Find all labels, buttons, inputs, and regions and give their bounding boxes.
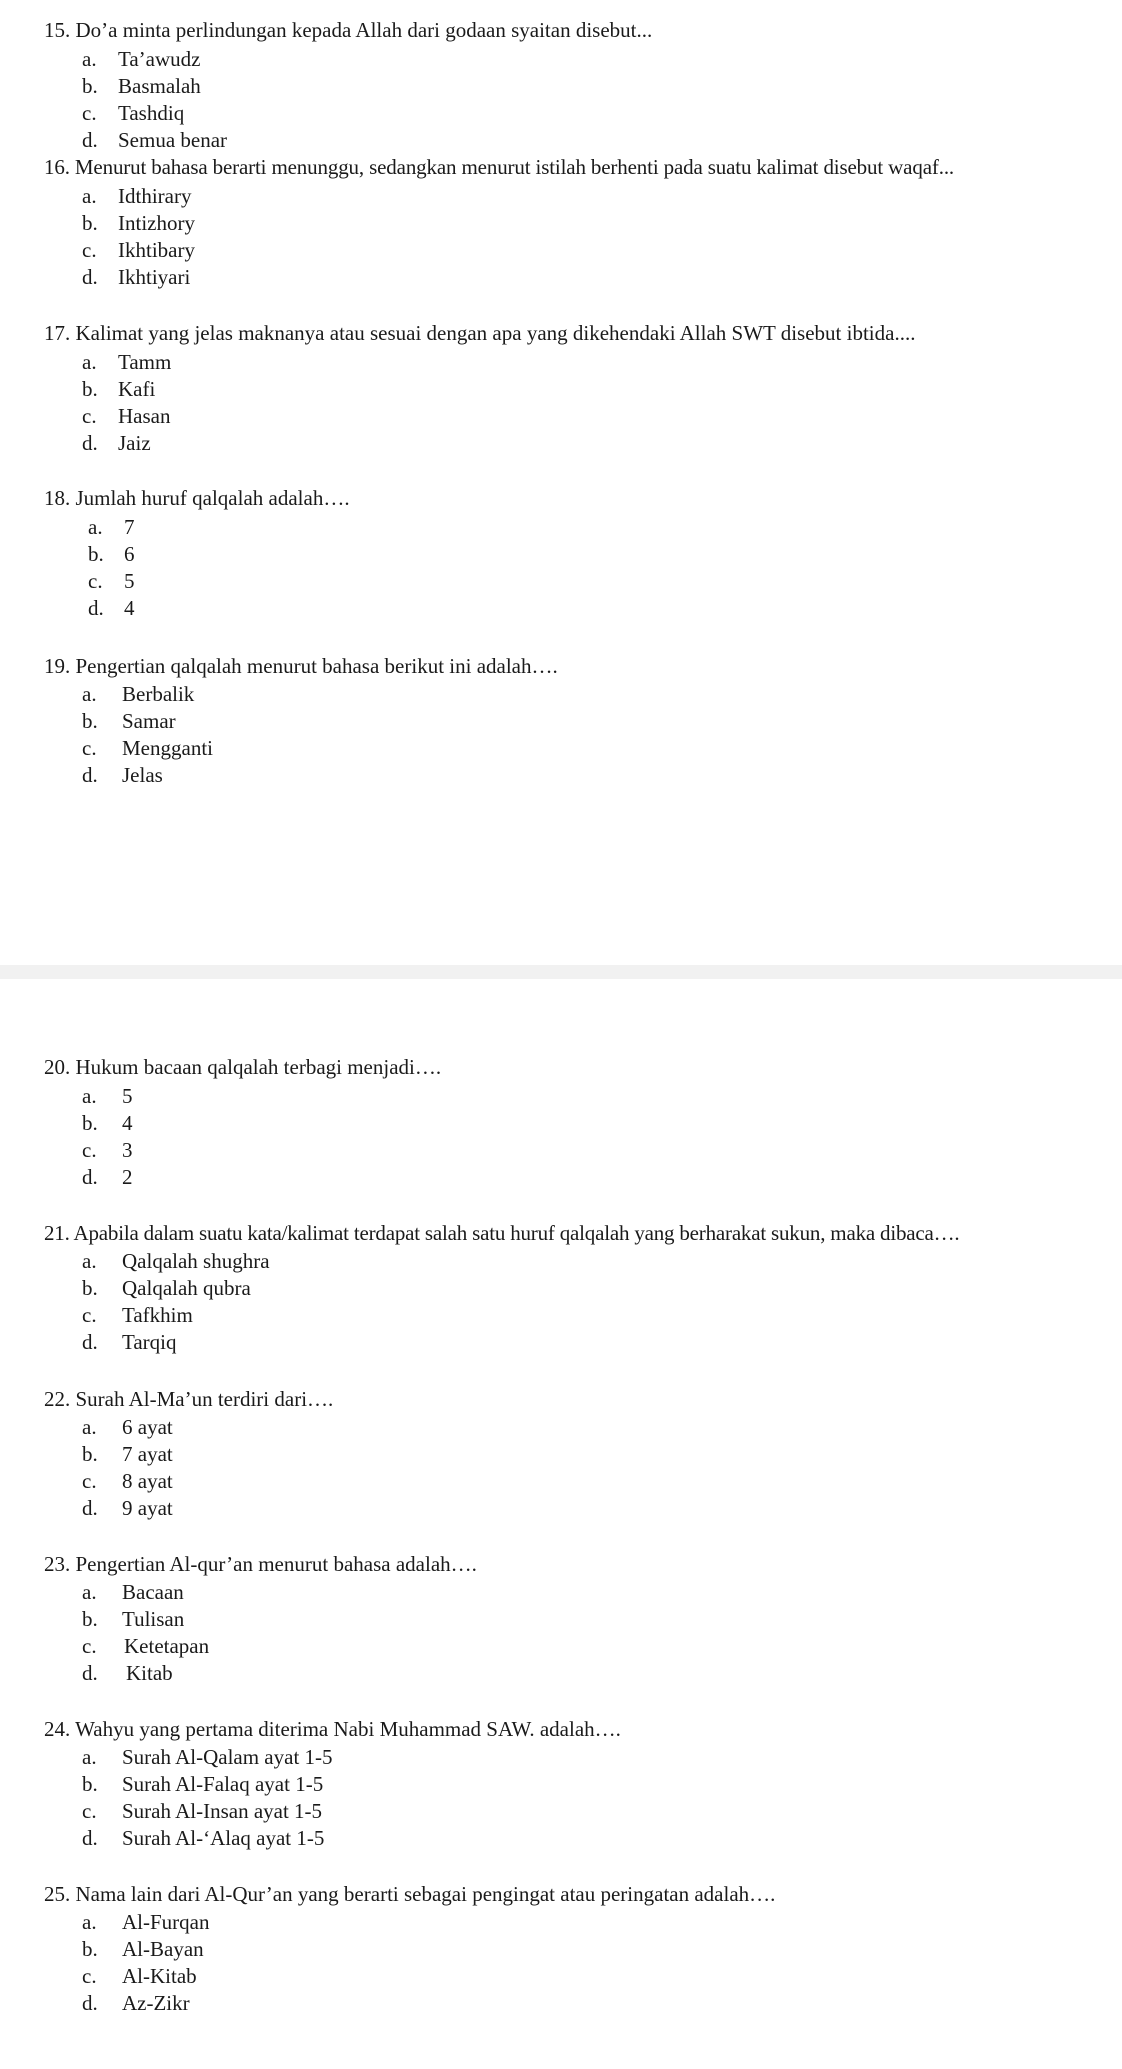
question-stem: 21. Apabila dalam suatu kata/kalimat terdapat salah satu huruf qalqalah yang berharakat sukun, maka dibaca…. xyxy=(44,1221,960,1245)
option-a: a. Idthirary xyxy=(82,184,192,208)
option-c: c. 5 xyxy=(88,569,135,593)
question-stem: 17. Kalimat yang jelas maknanya atau sesuai dengan apa yang dikehendaki Allah SWT disebut ibtida.... xyxy=(44,321,916,345)
document-page-bottom xyxy=(0,979,1122,2069)
question-stem: 20. Hukum bacaan qalqalah terbagi menjadi…. xyxy=(44,1055,442,1079)
question-stem: 22. Surah Al-Ma’un terdiri dari…. xyxy=(44,1387,334,1411)
option-b: b. Tulisan xyxy=(82,1607,185,1631)
option-d: d. 2 xyxy=(82,1165,133,1189)
question-stem: 16. Menurut bahasa berarti menunggu, sedangkan menurut istilah berhenti pada suatu kalimat disebut waqaf... xyxy=(44,155,955,179)
option-b: b. Samar xyxy=(82,709,176,733)
option-c: c. Ketetapan xyxy=(82,1634,210,1658)
question-stem: 23. Pengertian Al-qur’an menurut bahasa adalah…. xyxy=(44,1552,477,1576)
option-d: d. Jelas xyxy=(82,763,163,787)
option-d: d. 4 xyxy=(88,596,135,620)
option-b: b. Basmalah xyxy=(82,74,201,98)
option-b: b. 4 xyxy=(82,1111,133,1135)
option-c: c. Mengganti xyxy=(82,736,213,760)
question-stem: 24. Wahyu yang pertama diterima Nabi Muhammad SAW. adalah…. xyxy=(44,1717,621,1741)
option-d: d. Kitab xyxy=(82,1661,173,1685)
option-d: d. Tarqiq xyxy=(82,1330,177,1354)
option-a: a. Surah Al-Qalam ayat 1-5 xyxy=(82,1745,333,1769)
option-a: a. Berbalik xyxy=(82,682,195,706)
option-d: d. Ikhtiyari xyxy=(82,265,191,289)
option-a: a. 6 ayat xyxy=(82,1415,173,1439)
question-stem: 15. Do’a minta perlindungan kepada Allah dari godaan syaitan disebut... xyxy=(44,18,653,42)
option-b: b. Surah Al-Falaq ayat 1-5 xyxy=(82,1772,324,1796)
page-separator xyxy=(0,965,1122,979)
document-page-top xyxy=(0,0,1122,965)
option-a: a. Al-Furqan xyxy=(82,1910,210,1934)
option-c: c. 8 ayat xyxy=(82,1469,173,1493)
option-c: c. Tafkhim xyxy=(82,1303,193,1327)
option-c: c. Al-Kitab xyxy=(82,1964,197,1988)
question-stem: 19. Pengertian qalqalah menurut bahasa berikut ini adalah…. xyxy=(44,654,558,678)
option-a: a. Qalqalah shughra xyxy=(82,1249,270,1273)
option-b: b. 7 ayat xyxy=(82,1442,173,1466)
option-c: c. 3 xyxy=(82,1138,133,1162)
question-stem: 25. Nama lain dari Al-Qur’an yang berarti sebagai pengingat atau peringatan adalah…. xyxy=(44,1882,776,1906)
option-a: a. 7 xyxy=(88,515,135,539)
option-b: b. Al-Bayan xyxy=(82,1937,204,1961)
option-b: b. 6 xyxy=(88,542,135,566)
option-d: d. Az-Zikr xyxy=(82,1991,190,2015)
option-d: d. 9 ayat xyxy=(82,1496,173,1520)
option-a: a. Tamm xyxy=(82,350,172,374)
option-b: b. Kafi xyxy=(82,377,156,401)
option-c: c. Tashdiq xyxy=(82,101,185,125)
option-a: a. 5 xyxy=(82,1084,133,1108)
option-c: c. Hasan xyxy=(82,404,171,428)
option-a: a. Bacaan xyxy=(82,1580,184,1604)
question-stem: 18. Jumlah huruf qalqalah adalah…. xyxy=(44,486,350,510)
option-d: d. Jaiz xyxy=(82,431,151,455)
option-d: d. Surah Al-‘Alaq ayat 1-5 xyxy=(82,1826,325,1850)
option-c: c. Ikhtibary xyxy=(82,238,195,262)
option-b: b. Qalqalah qubra xyxy=(82,1276,251,1300)
option-d: d. Semua benar xyxy=(82,128,228,152)
option-a: a. Ta’awudz xyxy=(82,47,201,71)
option-b: b. Intizhory xyxy=(82,211,195,235)
option-c: c. Surah Al-Insan ayat 1-5 xyxy=(82,1799,323,1823)
